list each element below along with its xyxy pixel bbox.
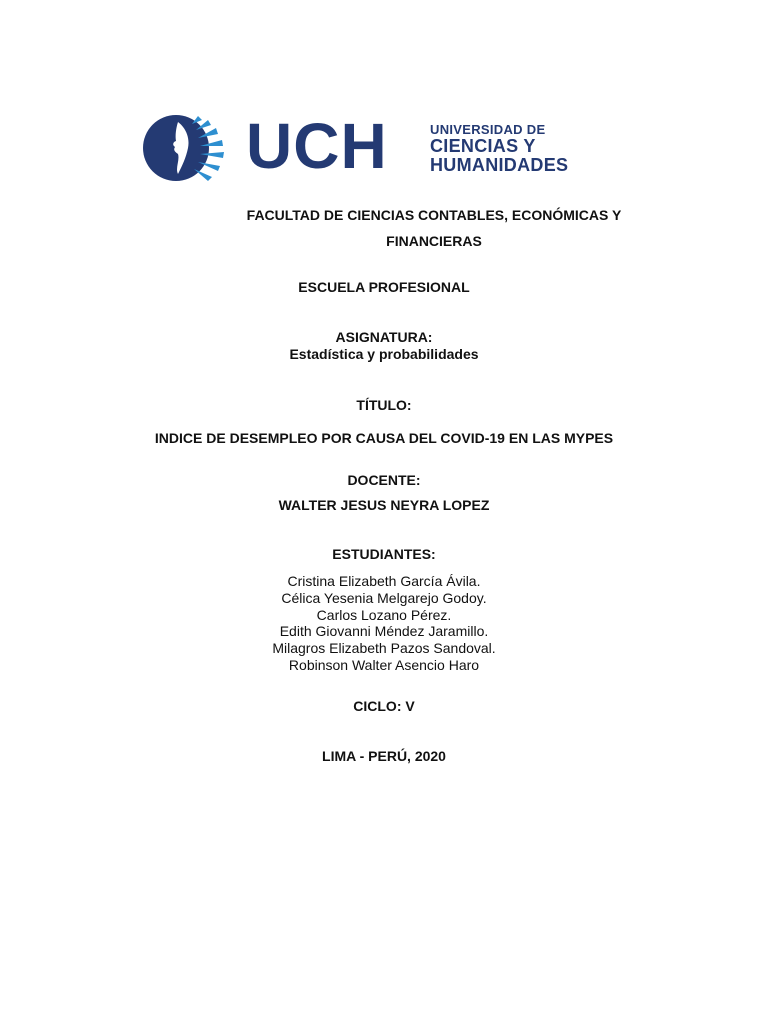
- student-name: Robinson Walter Asencio Haro: [288, 656, 480, 673]
- logo-acronym: UCH: [246, 110, 388, 182]
- subject-label: ASIGNATURA:: [335, 329, 433, 345]
- students-label: ESTUDIANTES:: [332, 546, 436, 562]
- student-name: Cristina Elizabeth García Ávila.: [287, 573, 481, 589]
- university-logo: [142, 112, 622, 184]
- logo-name-line-2: CIENCIAS Y: [430, 136, 536, 156]
- school-name: ESCUELA PROFESIONAL: [298, 279, 470, 295]
- title-label: TÍTULO:: [356, 397, 412, 413]
- student-name: Carlos Lozano Pérez.: [316, 606, 452, 623]
- place-and-date: LIMA - PERÚ, 2020: [322, 748, 446, 764]
- university-emblem-icon: [142, 114, 232, 182]
- logo-name-line-1: UNIVERSIDAD DE: [430, 122, 546, 137]
- student-name: Milagros Elizabeth Pazos Sandoval.: [272, 640, 496, 657]
- student-name: Edith Giovanni Méndez Jaramillo.: [279, 623, 489, 640]
- document-title: INDICE DE DESEMPLEO POR CAUSA DEL COVID-19 EN LAS MYPES: [154, 430, 614, 446]
- students-list: [0, 573, 768, 674]
- student-name: Célica Yesenia Melgarejo Godoy.: [281, 589, 487, 606]
- teacher-label: DOCENTE:: [347, 472, 421, 488]
- faculty-name: FACULTAD DE CIENCIAS CONTABLES, ECONÓMICAS Y FINANCIERAS: [246, 207, 622, 249]
- subject-name: Estadística y probabilidades: [289, 346, 479, 362]
- logo-university-name: [430, 122, 568, 175]
- logo-name-line-3: HUMANIDADES: [430, 155, 569, 175]
- teacher-name: WALTER JESUS NEYRA LOPEZ: [278, 497, 490, 513]
- cycle: CICLO: V: [353, 698, 415, 714]
